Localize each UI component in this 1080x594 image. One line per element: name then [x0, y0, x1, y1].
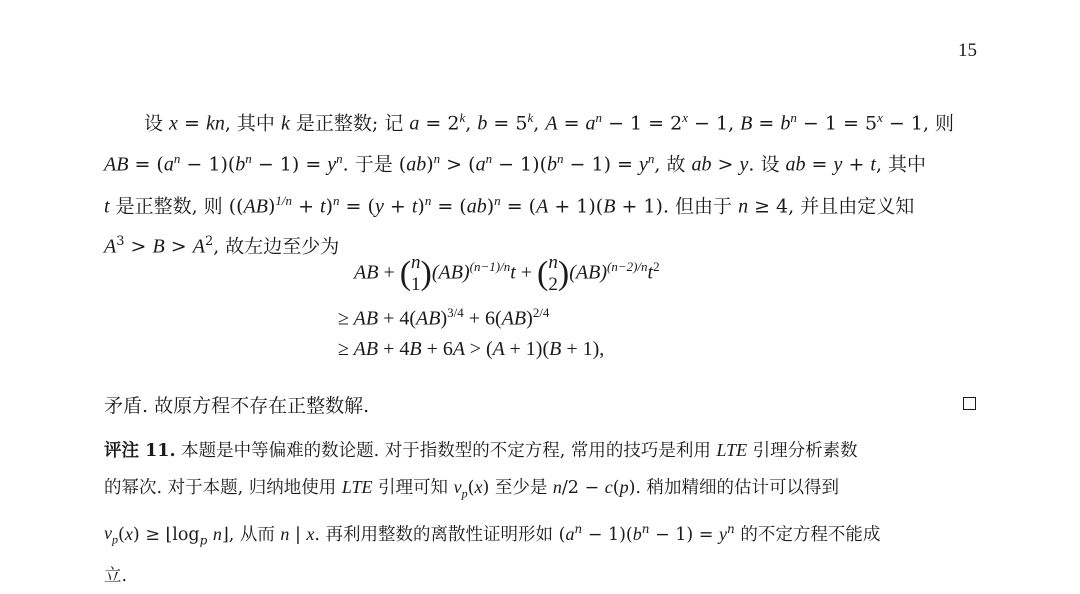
- equation-row-3: ≥ AB + 4B + 6A > (A + 1)(B + 1),: [338, 338, 605, 360]
- qed-square-icon: [963, 397, 976, 410]
- equation-row-1: AB + ( n 1 )(AB)$^{(n-1)/n}$t + ( n 2 )$(AB)^{(n-2)/n}t^2$: [354, 252, 660, 296]
- remark-line-4: 立.: [104, 565, 128, 586]
- remark-line-1-text: 本题是中等偏难的数论题. 对于指数型的不定方程, 常用的技巧是利用 LTE 引理分析素数: [181, 440, 858, 461]
- remark-line-2: 的幂次. 对于本题, 归纳地使用 LTE 引理可知 $\nu_p(x)$ 至少是 n/2 − c(p). 稍加精细的估计可以得到: [104, 476, 840, 501]
- remark-line-3: $\nu_p(x)$ ≥ $⌊\log_p$ n⌋, 从而 n | x. 再利用整数的离散性证明形如 $(a^n - 1)(b^n - 1) = y^n$ 的不定方程不能成: [104, 521, 881, 548]
- remark-title: 评注 11.: [104, 441, 176, 461]
- proof-paragraph: [104, 100, 977, 264]
- proof-line-2: AB = $(a^n - 1)(b^n - 1) = y^n$. 于是 $(ab)^n > (a^n - 1)(b^n - 1) = y^n$, 故 ab > y. 设 ab = y + t, 其中: [104, 151, 927, 176]
- proof-line-4: $A^3 > B > A^2$, 故左边至少为: [104, 233, 340, 258]
- display-equation: [338, 244, 938, 366]
- remark-line-1: [104, 433, 977, 470]
- conclusion-text: 矛盾. 故原方程不存在正整数解.: [104, 395, 370, 417]
- equation-row-2: ≥ AB + 4(AB)$^{3/4}$ + 6(AB)$^{2/4}$: [338, 305, 550, 330]
- proof-line-3: t 是正整数, 则 $((AB)^{1/n} + t)^n = (y + t)^n = (ab)^n = (A + 1)(B + 1)$. 但由于 n ≥ 4, 并且由定义知: [104, 192, 915, 217]
- page-number: 15: [958, 40, 977, 61]
- remark-block: [104, 433, 977, 594]
- proof-line-1: 设 x = kn, 其中 k 是正整数; 记 $a = 2^k$, $b = 5^k$, $A = a^n - 1 = 2^x - 1$, $B = b^n - 1 = 5^x - 1$, 则: [144, 110, 955, 135]
